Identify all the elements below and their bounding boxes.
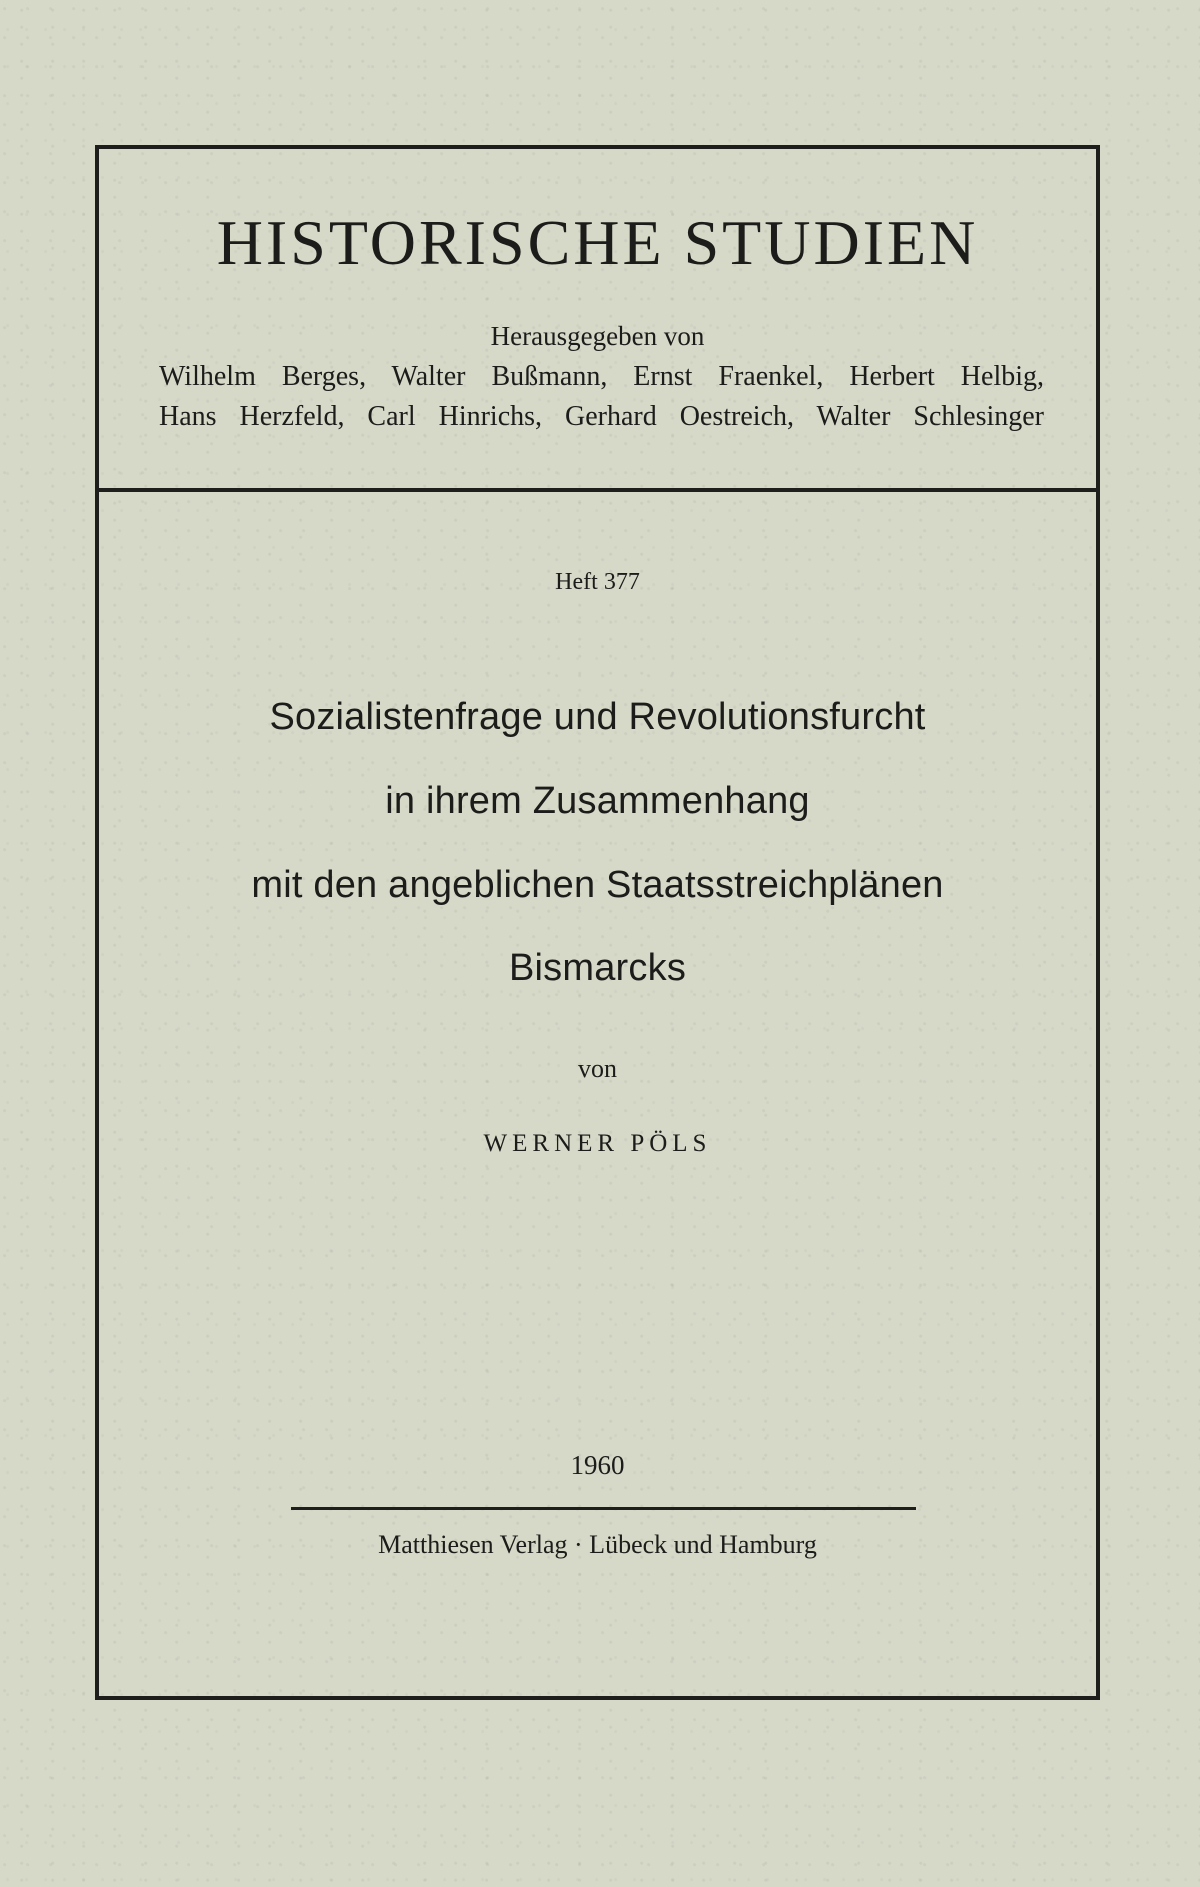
series-title: HISTORISCHE STUDIEN [216,207,979,278]
author-name: WERNER PÖLS [483,1130,712,1157]
publisher-line: Matthiesen Verlag · Lübeck und Hamburg [378,1530,817,1559]
book-title-line-1: Sozialistenfrage und Revolutionsfurcht [269,696,926,738]
publication-year: 1960 [570,1450,625,1480]
editors-line-2: Hans Herzfeld, Carl Hinrichs, Gerhard Oestreich, Walter Schlesinger [159,401,1044,432]
issue-number: Heft 377 [555,569,640,595]
editors-line-1: Wilhelm Berges, Walter Bußmann, Ernst Fraenkel, Herbert Helbig, [159,361,1044,392]
editors-intro: Herausgegeben von [490,321,705,351]
book-title-line-3: mit den angeblichen Staatsstreichplänen [251,864,944,906]
divider-rule [291,1507,916,1510]
series-header [99,149,1096,492]
book-title-line-4: Bismarcks [508,947,687,989]
by-label: von [578,1054,617,1083]
cover-frame [95,145,1100,1700]
book-title-line-2: in ihrem Zusammenhang [385,780,810,822]
